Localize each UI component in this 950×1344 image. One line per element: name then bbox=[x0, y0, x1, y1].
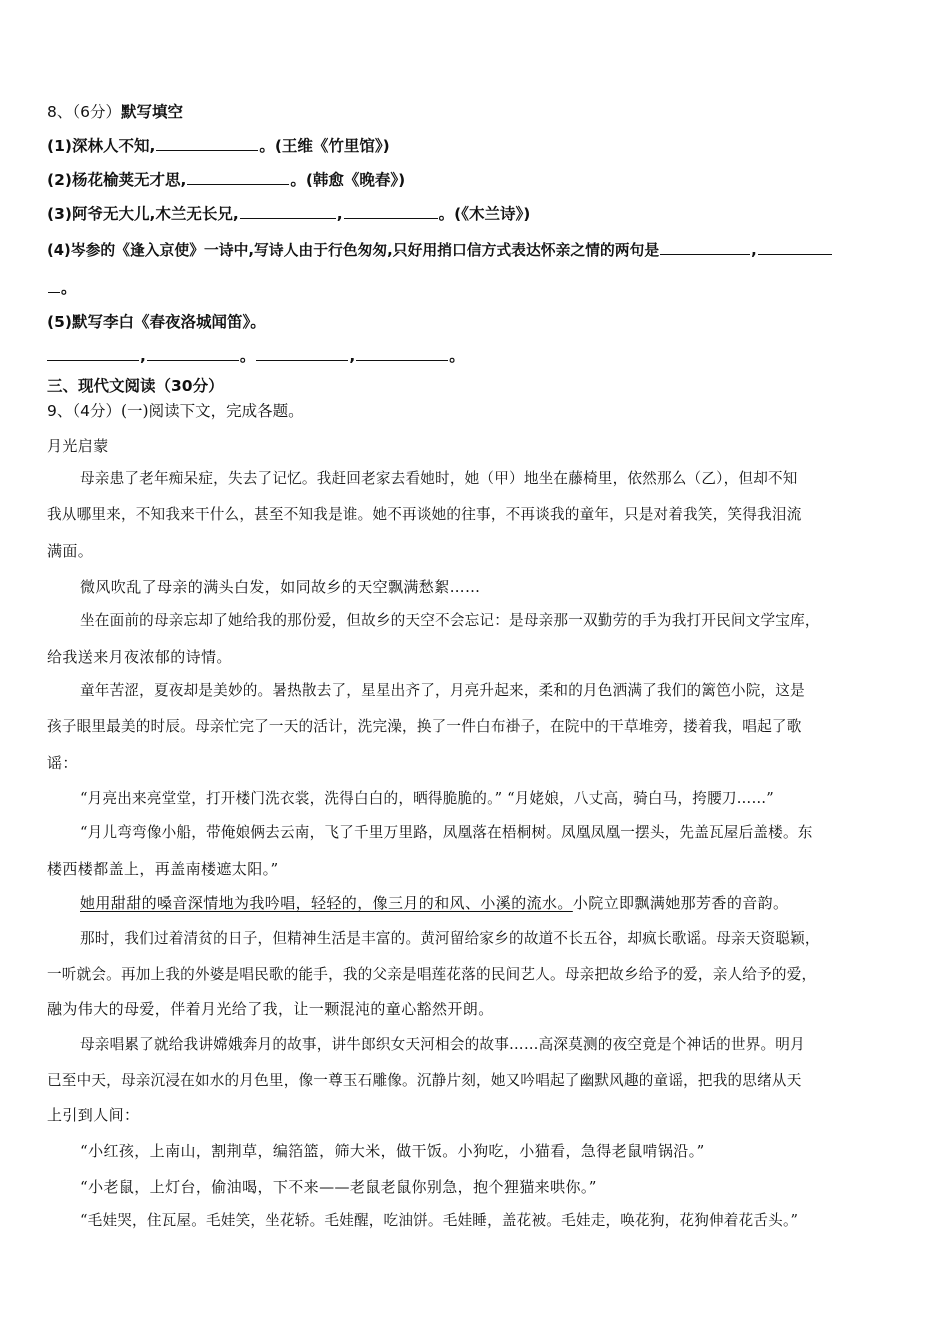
passage-line: “月亮出来亮堂堂，打开楼门洗衣裳，洗得白白的，晒得脆脆的。” “月姥娘，八丈高，骑白马，挎腰刀……” bbox=[80, 790, 774, 807]
fill-blank[interactable] bbox=[187, 168, 289, 185]
passage-line: “毛娃哭，住瓦屋。毛娃笑，坐花轿。毛娃醒，吃油饼。毛娃睡，盖花被。毛娃走，唤花狗，花狗伸着花舌头。” bbox=[80, 1212, 799, 1229]
passage-line: 上引到人间： bbox=[47, 1106, 140, 1124]
fill-blank[interactable] bbox=[356, 344, 448, 361]
q8-item-5: (5)默写李白《春夜洛城闻笛》。 bbox=[47, 313, 266, 331]
passage-line: 谣： bbox=[47, 754, 78, 772]
q9-instruction: (一)阅读下文，完成各题。 bbox=[120, 402, 304, 420]
fill-blank[interactable] bbox=[47, 344, 139, 361]
passage-title: 月光启蒙 bbox=[47, 437, 109, 455]
passage-line: 孩子眼里最美的时辰。母亲忙完了一天的活计，洗完澡，换了一件白布褂子，在院中的干草堆旁，搂着我，唱起了歌 bbox=[47, 718, 802, 735]
underlined-sentence: 她用甜甜的嗓音深情地为我吟唱，轻轻的，像三月的和风、小溪的流水。 bbox=[80, 894, 573, 912]
q9-header bbox=[47, 399, 304, 423]
passage-line: “月儿弯弯像小船，带俺娘俩去云南，飞了千里万里路，凤凰落在梧桐树。凤凰凤凰一摆头，先盖瓦屋后盖楼。东 bbox=[80, 824, 813, 841]
passage-line: 那时，我们过着清贫的日子，但精神生活是丰富的。黄河留给家乡的故道不长五谷，却疯长歌谣。母亲天资聪颖， bbox=[80, 930, 820, 947]
passage-line: 一听就会。再加上我的外婆是唱民歌的能手，我的父亲是唱莲花落的民间艺人。母亲把故乡给予的爱，亲人给予的爱， bbox=[47, 966, 817, 983]
fill-blank[interactable] bbox=[156, 134, 258, 151]
passage-line: 微风吹乱了母亲的满头白发，如同故乡的天空飘满愁絮…… bbox=[80, 578, 481, 596]
fill-blank[interactable] bbox=[344, 202, 438, 219]
section-heading: 三、现代文阅读（30分） bbox=[47, 377, 224, 395]
q8-item-5-blanks: , 。 , 。 bbox=[47, 344, 465, 368]
passage-line: 童年苦涩，夏夜却是美妙的。暑热散去了，星星出齐了，月亮升起来，柔和的月色洒满了我们的篱笆小院，这是 bbox=[80, 682, 805, 699]
q8-item-4: (4)岑参的《逢入京使》一诗中,写诗人由于行色匆匆,只好用捎口信方式表达怀亲之情的两句是 , bbox=[47, 238, 833, 263]
passage-line: 母亲唱累了就给我讲嫦娥奔月的故事，讲牛郎织女天河相会的故事……高深莫测的夜空竟是个神话的世界。明月 bbox=[80, 1036, 805, 1053]
fill-blank[interactable] bbox=[147, 344, 239, 361]
passage-line: 我从哪里来，不知我来干什么，甚至不知我是谁。她不再谈她的往事，不再谈我的童年，只是对着我笑，笑得我泪流 bbox=[47, 506, 802, 523]
passage-line: “小老鼠，上灯台，偷油喝，下不来——老鼠老鼠你别急，抱个狸猫来哄你。” bbox=[80, 1178, 597, 1196]
fill-blank[interactable] bbox=[660, 238, 750, 255]
passage-line: 已至中天，母亲沉浸在如水的月色里，像一尊玉石雕像。沉静片刻，她又吟唱起了幽默风趣的童谣，把我的思绪从天 bbox=[47, 1072, 802, 1089]
q8-header bbox=[47, 100, 183, 124]
fill-blank[interactable] bbox=[256, 344, 348, 361]
q9-number: 9、（4分） bbox=[47, 402, 121, 420]
passage-line: 满面。 bbox=[47, 542, 94, 560]
q8-item-2: (2)杨花榆荚无才思, 。(韩愈《晚春》) bbox=[47, 168, 405, 192]
q8-number: 8、（6分） bbox=[47, 103, 121, 121]
passage-line: 给我送来月夜浓郁的诗情。 bbox=[47, 648, 232, 666]
passage-line: “小红孩，上南山，割荆草，编箔篮，筛大米，做干饭。小狗吃，小猫看，急得老鼠啃锅沿。” bbox=[80, 1142, 705, 1160]
passage-line: 楼西楼都盖上，再盖南楼遮太阳。” bbox=[47, 860, 279, 878]
fill-blank[interactable] bbox=[758, 238, 832, 255]
passage-line: 融为伟大的母爱，伴着月光给了我，让一颗混沌的童心豁然开朗。 bbox=[47, 1000, 494, 1018]
q8-item-3: (3)阿爷无大儿,木兰无长兄, , 。(《木兰诗》) bbox=[47, 202, 530, 226]
q8-item-1: (1)深林人不知, 。(王维《竹里馆》) bbox=[47, 134, 390, 158]
passage-line: 母亲患了老年痴呆症，失去了记忆。我赶回老家去看她时，她（甲）地坐在藤椅里，依然那么（乙），但却不知 bbox=[80, 470, 798, 487]
q8-title: 默写填空 bbox=[120, 103, 183, 121]
passage-line-underlined: 她用甜甜的嗓音深情地为我吟唱，轻轻的，像三月的和风、小溪的流水。小院立即飘满她那芳香的音韵。 bbox=[80, 894, 789, 912]
q8-item-4-cont: 。 bbox=[47, 276, 77, 300]
fill-blank[interactable] bbox=[48, 276, 60, 293]
passage-line: 坐在面前的母亲忘却了她给我的那份爱，但故乡的天空不会忘记：是母亲那一双勤劳的手为我打开民间文学宝库， bbox=[80, 612, 820, 629]
fill-blank[interactable] bbox=[240, 202, 336, 219]
